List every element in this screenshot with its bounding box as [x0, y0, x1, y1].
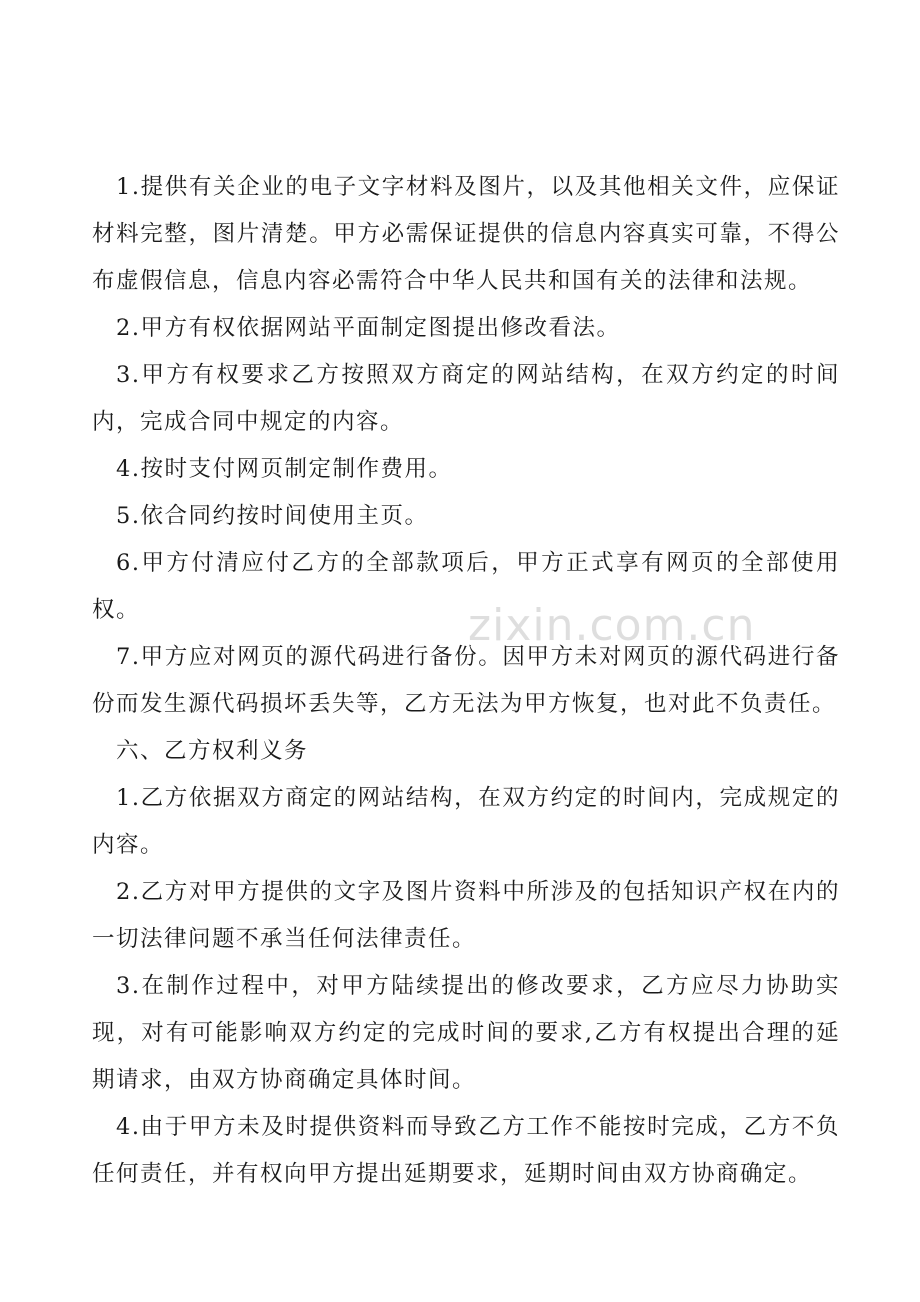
paragraph-party-b-item-1: 1.乙方依据双方商定的网站结构，在双方约定的时间内，完成规定的内容。 — [92, 785, 840, 858]
section-heading-party-b: 六、乙方权利义务 — [116, 738, 309, 764]
paragraph-party-a-item-7: 7.甲方应对网页的源代码进行备份。因甲方未对网页的源代码进行备份而发生源代码损坏丢失等，乙方无法为甲方恢复，也对此不负责任。 — [92, 644, 840, 717]
paragraph-party-a-item-4: 4.按时支付网页制定制作费用。 — [116, 456, 453, 482]
document-body — [92, 164, 840, 1198]
paragraph-party-a-item-1: 1.提供有关企业的电子文字材料及图片，以及其他相关文件，应保证材料完整，图片清楚。甲方必需保证提供的信息内容真实可靠，不得公布虚假信息，信息内容必需符合中华人民共和国有关的法律和法规。 — [92, 174, 840, 294]
paragraph-party-a-item-6: 6.甲方付清应付乙方的全部款项后，甲方正式享有网页的全部使用权。 — [92, 550, 840, 623]
paragraph-party-a-item-2: 2.甲方有权依据网站平面制定图提出修改看法。 — [116, 315, 621, 341]
paragraph-party-b-item-3: 3.在制作过程中，对甲方陆续提出的修改要求，乙方应尽力协助实现，对有可能影响双方约定的完成时间的要求,乙方有权提出合理的延期请求，由双方协商确定具体时间。 — [92, 973, 840, 1093]
paragraph-party-b-item-2: 2.乙方对甲方提供的文字及图片资料中所涉及的包括知识产权在内的一切法律问题不承当任何法律责任。 — [92, 879, 840, 952]
paragraph-party-b-item-4: 4.由于甲方未及时提供资料而导致乙方工作不能按时完成，乙方不负任何责任，并有权向甲方提出延期要求，延期时间由双方协商确定。 — [92, 1114, 840, 1187]
watermark: zixin.com.cn — [468, 600, 756, 651]
paragraph-party-a-item-3: 3.甲方有权要求乙方按照双方商定的网站结构，在双方约定的时间内，完成合同中规定的内容。 — [92, 362, 840, 435]
paragraph-party-a-item-5: 5.依合同约按时间使用主页。 — [116, 503, 429, 529]
